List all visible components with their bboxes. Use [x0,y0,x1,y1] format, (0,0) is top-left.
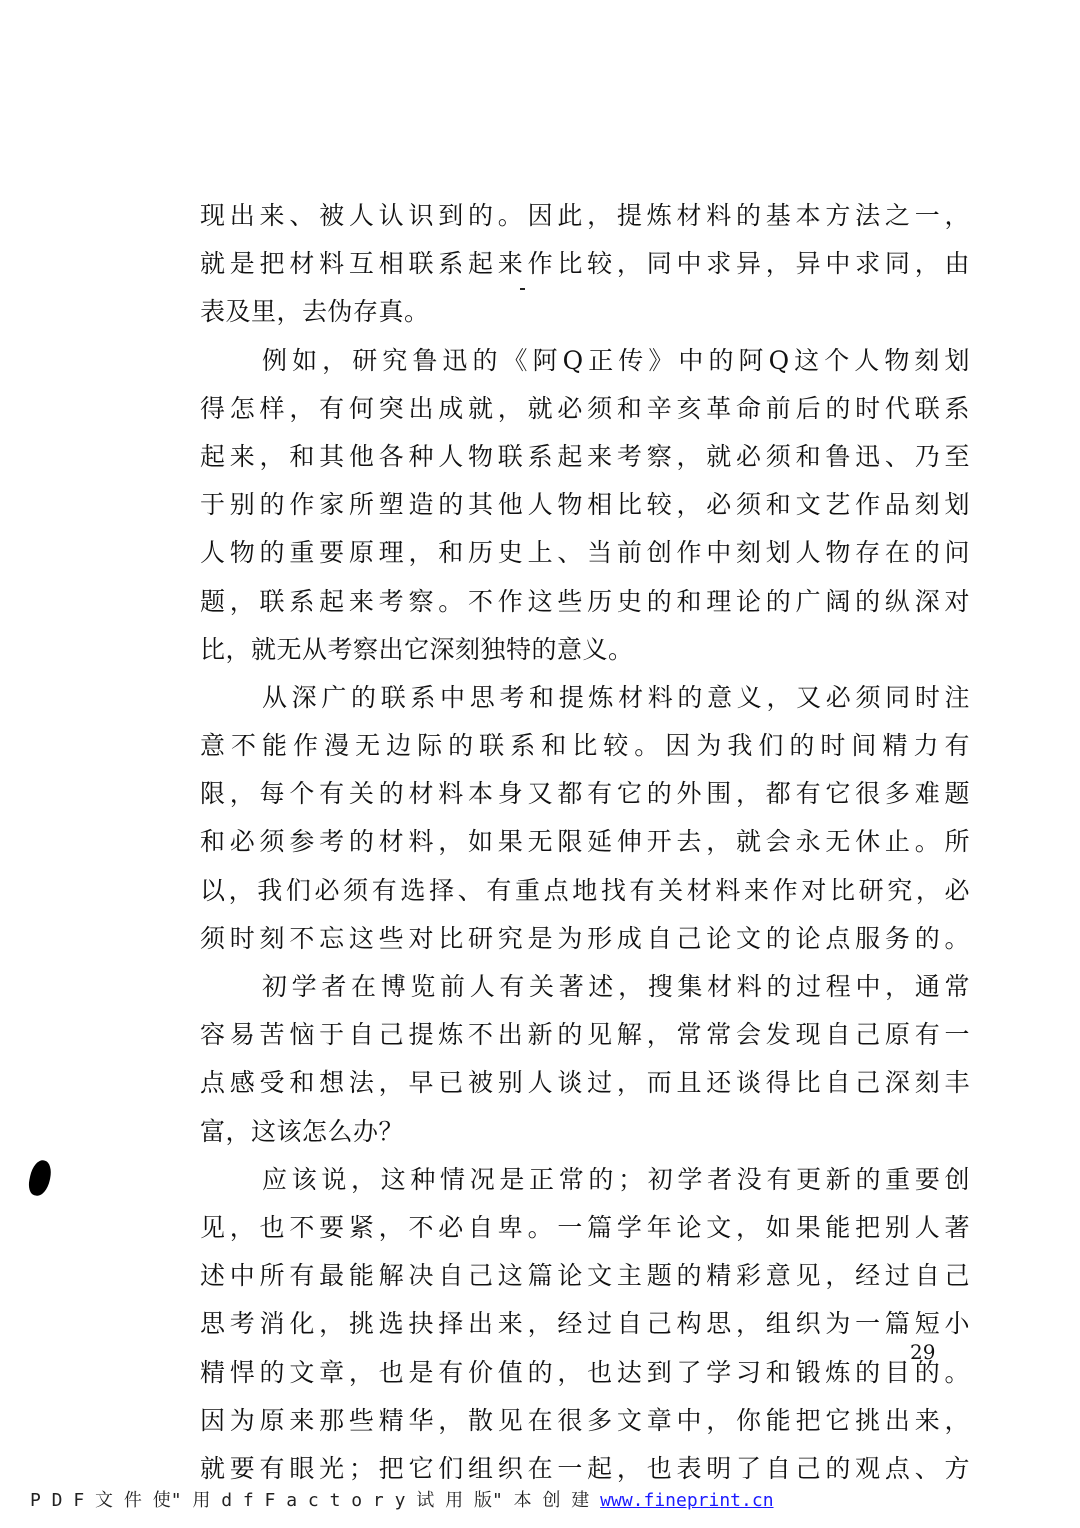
text-line: 思考消化，挑选抉择出来，经过自己构思，组织为一篇短小 [200,1309,970,1339]
page-number: 29 [910,1340,936,1364]
text-line: 从深广的联系中思考和提炼材料的意义，又必须同时注 [262,682,970,712]
text-line: 点感受和想法，早已被别人谈过，而且还谈得比自己深刻丰 [200,1068,970,1098]
text-line: 现出来、被人认识到的。因此，提炼材料的基本方法之一， [200,201,970,230]
watermark-footer [30,1486,774,1512]
text-line: 得怎样，有何突出成就，就必须和辛亥革命前后的时代联系 [200,393,970,423]
text-line: 起来，和其他各种人物联系起来考察，就必须和鲁迅、乃至 [200,441,970,471]
text-line: 就要有眼光；把它们组织在一起，也表明了自己的观点、方 [200,1453,970,1483]
body-text [200,192,970,1493]
text-line: 题，联系起来考察。不作这些历史的和理论的广阔的纵深对 [200,586,970,616]
watermark-link[interactable]: www.fineprint.cn [600,1490,774,1511]
text-line: 须时刻不忘这些对比研究是为形成自己论文的论点服务的。 [200,923,970,953]
text-line: 因为原来那些精华，散见在很多文章中，你能把它挑出来， [200,1405,970,1435]
ink-blot [26,1158,53,1197]
text-line: 人物的重要原理，和历史上、当前创作中刻划人物存在的问 [200,538,970,568]
watermark-text: P D F 文 件 使" 用 d f F a c t o r y 试 用 版" 本 创 建 [30,1490,590,1511]
text-line: 富，这该怎么办？ [200,1116,405,1146]
text-line: 初学者在博览前人有关著述，搜集材料的过程中，通常 [262,972,970,1001]
text-line: 述中所有最能解决自己这篇论文主题的精彩意见，经过自己 [200,1261,970,1291]
text-line: 限，每个有关的材料本身又都有它的外围，都有它很多难题 [200,779,970,809]
text-line: 应该说，这种情况是正常的；初学者没有更新的重要创 [262,1164,970,1194]
text-line: 比，就无从考察出它深刻独特的意义。 [200,634,634,664]
text-line: 精悍的文章，也是有价值的，也达到了学习和锻炼的目的。 [200,1357,970,1387]
text-line: 意不能作漫无边际的联系和比较。因为我们的时间精力有 [200,731,970,761]
text-line: 于别的作家所塑造的其他人物相比较，必须和文艺作品刻划 [200,490,970,520]
text-line: 以，我们必须有选择、有重点地找有关材料来作对比研究，必 [200,875,970,905]
text-line: 和必须参考的材料，如果无限延伸开去，就会永无休止。所 [200,827,970,857]
text-line: 容易苦恼于自己提炼不出新的见解，常常会发现自己原有一 [200,1020,970,1050]
text-line: 就是把材料互相联系起来作比较，同中求异，异中求同，由 [200,249,970,279]
text-line: 例如，研究鲁迅的《阿Q正传》中的阿Q这个人物刻划 [262,345,970,375]
text-line: 表及里，去伪存真。 [200,297,430,327]
text-line: 见，也不要紧，不必自卑。一篇学年论文，如果能把别人著 [200,1212,970,1242]
